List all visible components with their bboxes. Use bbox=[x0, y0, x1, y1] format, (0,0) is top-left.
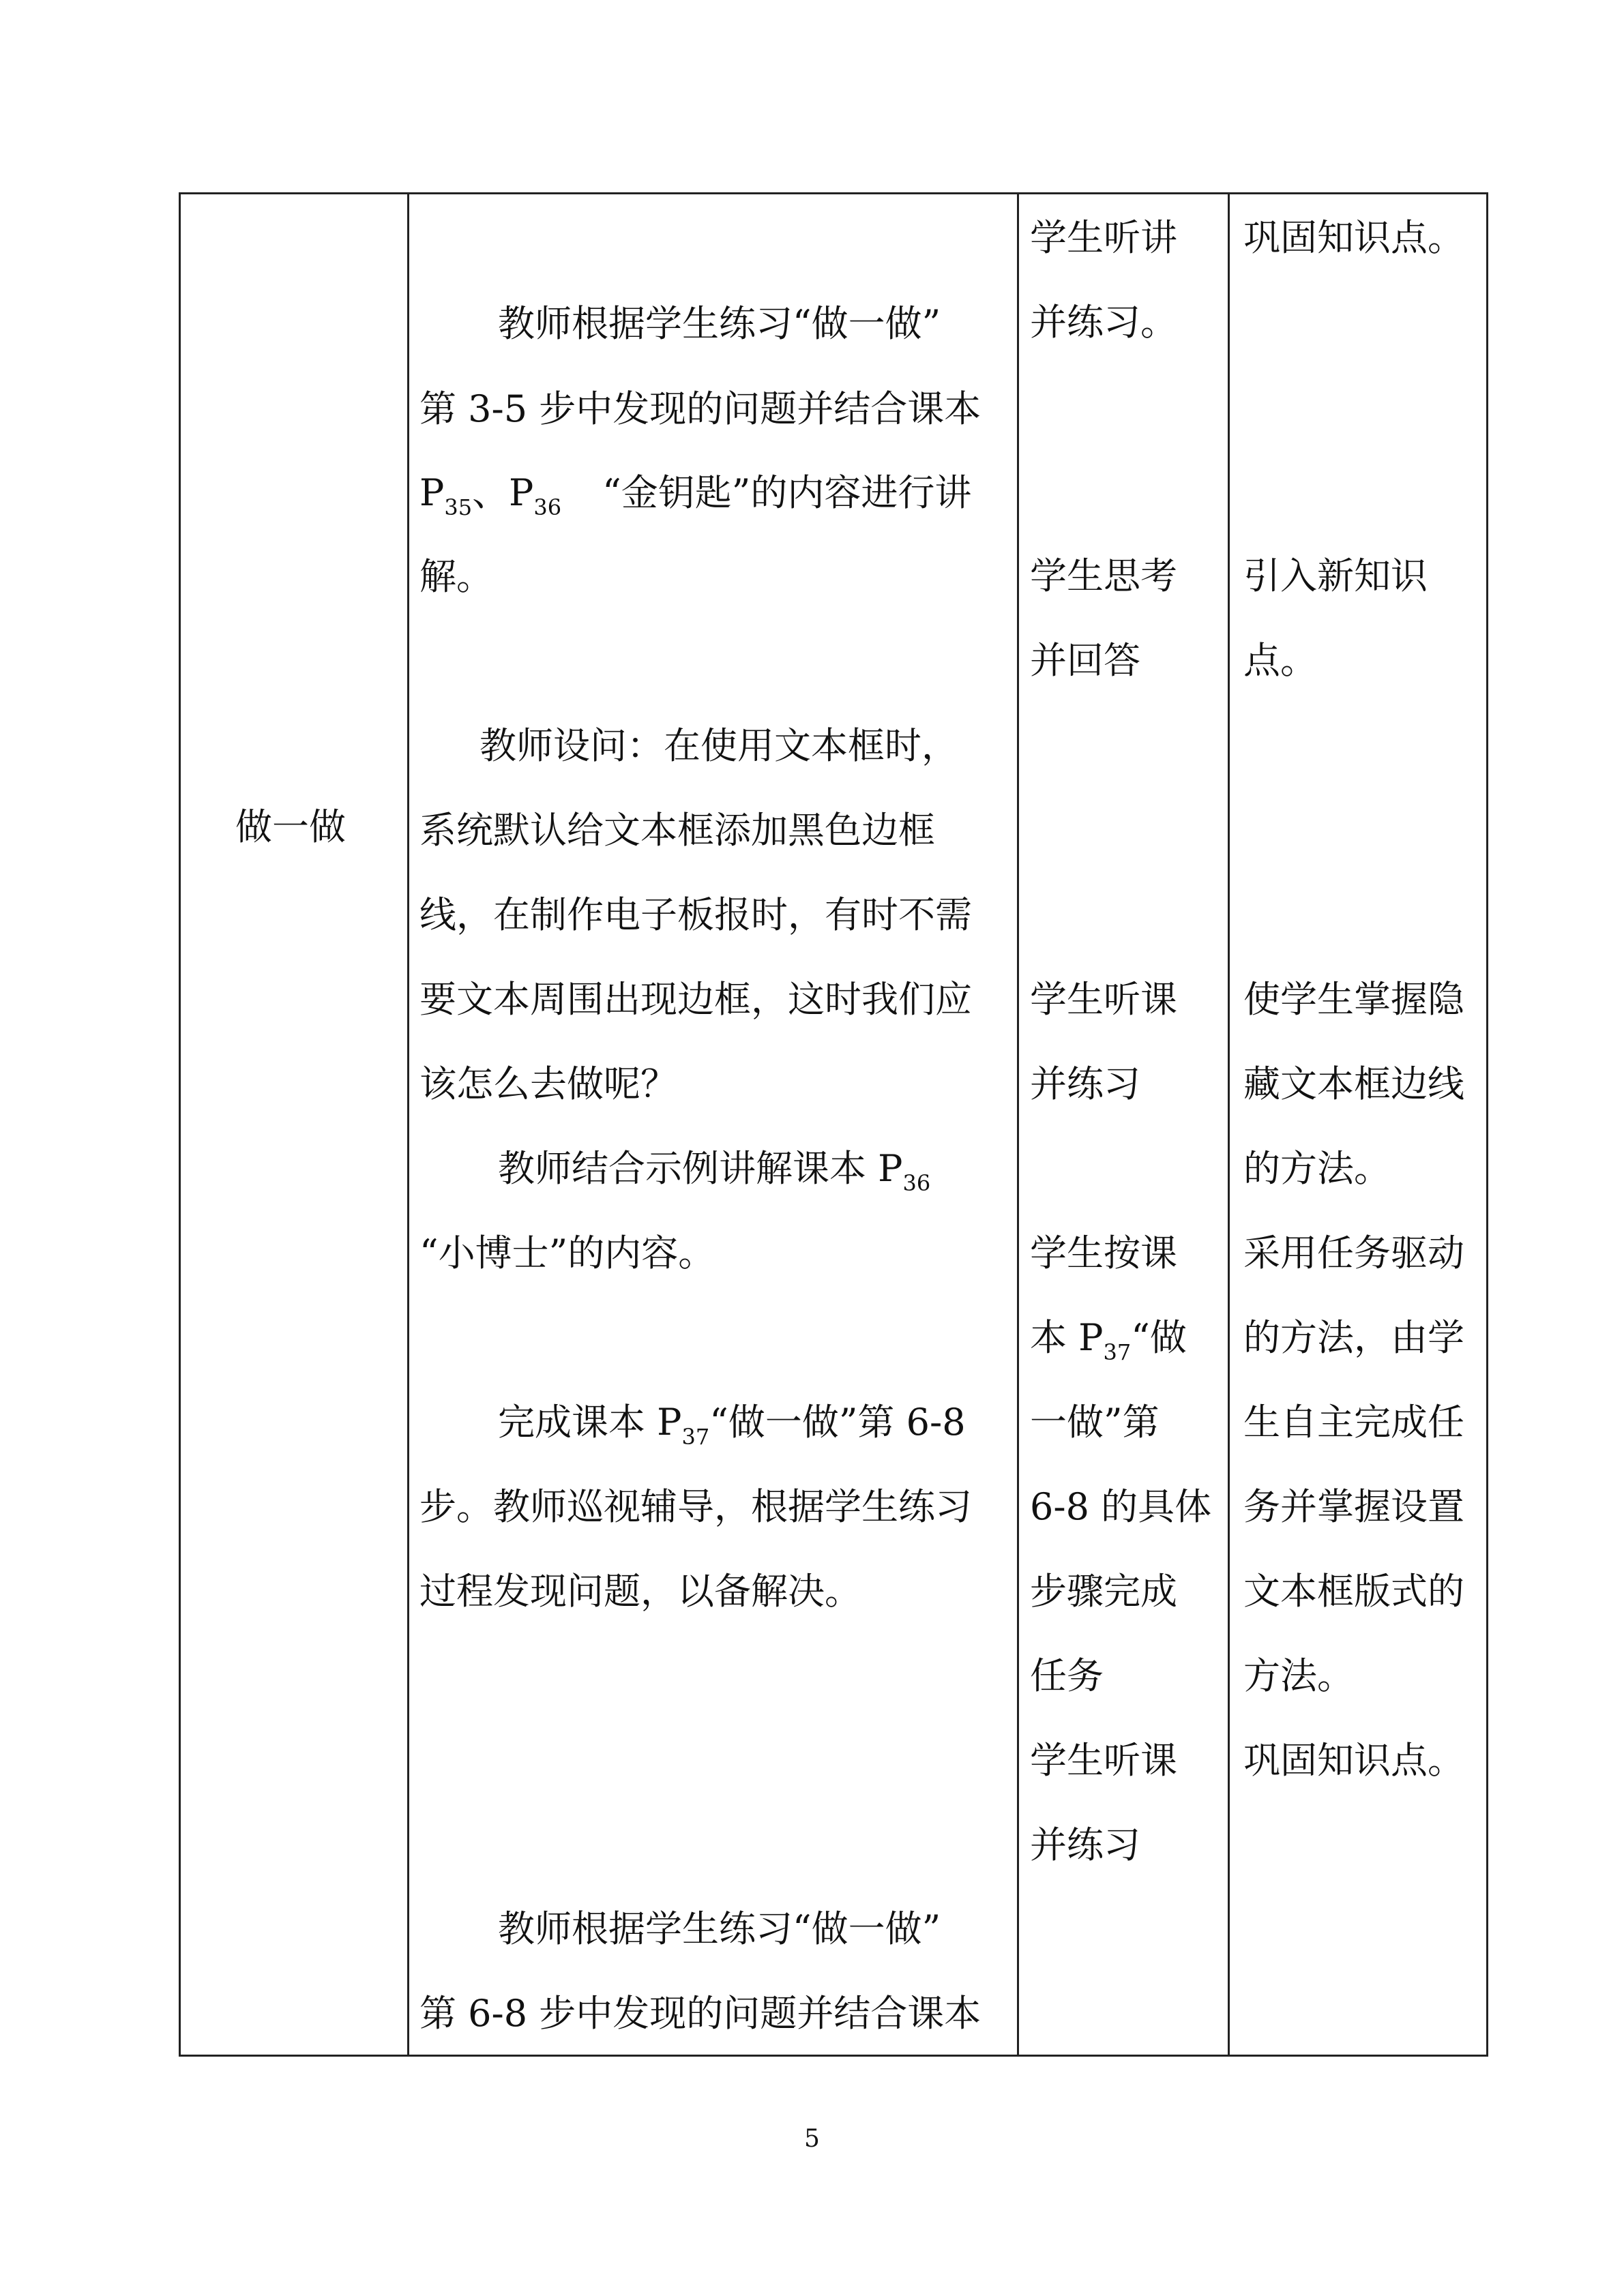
teacher-text-line: 该怎么去做呢？ bbox=[419, 1062, 677, 1105]
purpose-text-line: 方法。 bbox=[1243, 1654, 1354, 1697]
column-divider bbox=[1017, 194, 1019, 2055]
purpose-text-line: 采用任务驱动 bbox=[1243, 1232, 1464, 1274]
purpose-text-line: 巩固知识点。 bbox=[1243, 216, 1464, 259]
teacher-text-line: 过程发现问题，以备解决。 bbox=[419, 1570, 861, 1613]
student-text-line: 并练习。 bbox=[1030, 301, 1177, 344]
teacher-text-line: 第 3-5 步中发现的问题并结合课本 bbox=[419, 387, 981, 430]
purpose-text-line: 务并掌握设置 bbox=[1243, 1485, 1464, 1528]
student-text-line: 学生思考 bbox=[1030, 554, 1177, 597]
purpose-text-line: 使学生掌握隐 bbox=[1243, 978, 1464, 1021]
purpose-text-line: 生自主完成任 bbox=[1243, 1401, 1464, 1444]
purpose-text-line: 巩固知识点。 bbox=[1243, 1739, 1464, 1782]
student-text-line: 6-8 的具体 bbox=[1030, 1485, 1212, 1528]
student-text-line: 并练习 bbox=[1030, 1823, 1140, 1866]
student-text-line: 一做”第 bbox=[1030, 1401, 1160, 1444]
student-text-line: 本 $P_{37}“$做 bbox=[1030, 1316, 1187, 1365]
student-text-line: 学生听课 bbox=[1030, 978, 1177, 1021]
teacher-text-line: 教师结合示例讲解课本 $P_{36}$ bbox=[498, 1147, 931, 1196]
teacher-text-line: 线，在制作电子板报时，有时不需 bbox=[419, 893, 972, 936]
teacher-text-line: 要文本周围出现边框，这时我们应 bbox=[419, 978, 972, 1021]
column-divider bbox=[1228, 194, 1230, 2055]
teacher-text-line: 教师设问：在使用文本框时， bbox=[479, 724, 958, 767]
teacher-text-line: “小博士”的内容。 bbox=[419, 1232, 715, 1274]
student-text-line: 学生听讲 bbox=[1030, 216, 1177, 259]
teacher-text-line: 解。 bbox=[419, 555, 493, 598]
student-text-line: 步骤完成 bbox=[1030, 1570, 1177, 1613]
student-text-line: 任务 bbox=[1030, 1654, 1104, 1697]
purpose-text-line: 文本框版式的 bbox=[1243, 1570, 1464, 1613]
student-text-line: 学生听课 bbox=[1030, 1739, 1177, 1782]
teacher-text-line: 完成课本 $P_{37}“$做一做”第 6-8 bbox=[498, 1401, 966, 1450]
purpose-text-line: 的方法，由学 bbox=[1243, 1316, 1464, 1359]
student-text-line: 学生按课 bbox=[1030, 1232, 1177, 1274]
purpose-text-line: 的方法。 bbox=[1243, 1147, 1391, 1190]
student-text-line: 并回答 bbox=[1030, 639, 1140, 682]
section-label: 做一做 bbox=[235, 805, 346, 848]
purpose-text-line: 引入新知识 bbox=[1243, 554, 1428, 597]
teacher-text-line: 系统默认给文本框添加黑色边框 bbox=[419, 809, 935, 852]
teacher-text-line: 第 6-8 步中发现的问题并结合课本 bbox=[419, 1992, 981, 2035]
page-number: 5 bbox=[804, 2125, 820, 2153]
teacher-text-line: $P_{35}$、$P_{36}$ “金钥匙”的内容进行讲 bbox=[419, 471, 972, 520]
teacher-text-line: 教师根据学生练习“做一做” bbox=[498, 302, 941, 345]
purpose-text-line: 点。 bbox=[1243, 639, 1317, 682]
teacher-text-line: 步。教师巡视辅导，根据学生练习 bbox=[419, 1485, 972, 1528]
teacher-text-line: 教师根据学生练习“做一做” bbox=[498, 1907, 941, 1950]
student-text-line: 并练习 bbox=[1030, 1062, 1140, 1105]
column-divider bbox=[407, 194, 409, 2055]
purpose-text-line: 藏文本框边线 bbox=[1243, 1062, 1464, 1105]
